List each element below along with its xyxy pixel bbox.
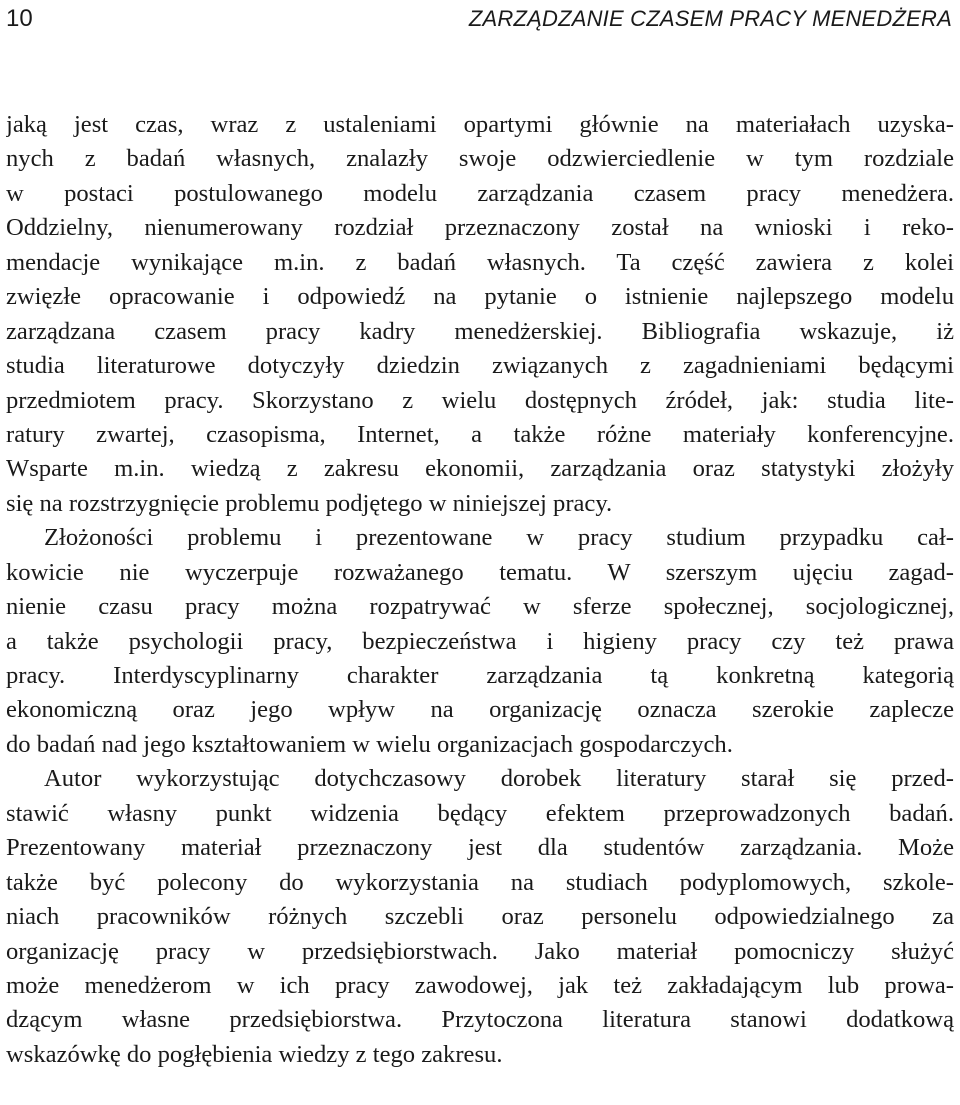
body-text bbox=[6, 108, 954, 1072]
text-line: także być polecony do wykorzystania na studiach podyplomowych, szkole- bbox=[6, 868, 954, 896]
text-line: jaką jest czas, wraz z ustaleniami opartymi głównie na materiałach uzyska- bbox=[6, 111, 954, 138]
text-line: się na rozstrzygnięcie problemu podjętego w niniejszej pracy. bbox=[6, 489, 613, 517]
page-number: 10 bbox=[6, 5, 33, 32]
text-line: zarządzana czasem pracy kadry menedżerskiej. Bibliografia wskazuje, iż bbox=[6, 317, 954, 345]
text-line: Prezentowany materiał przeznaczony jest dla studentów zarządzania. Może bbox=[6, 834, 954, 862]
paragraph bbox=[6, 521, 954, 762]
text-line: może menedżerom w ich pracy zawodowej, jak też zakładającym lub prowa- bbox=[6, 971, 954, 999]
text-line: organizację pracy w przedsiębiorstwach. Jako materiał pomocniczy służyć bbox=[6, 937, 954, 965]
text-line: niach pracowników różnych szczebli oraz personelu odpowiedzialnego za bbox=[6, 903, 954, 931]
text-line: Złożoności problemu i prezentowane w pracy studium przypadku cał- bbox=[44, 524, 954, 552]
page-header bbox=[6, 4, 952, 38]
text-line: ratury zwartej, czasopisma, Internet, a także różne materiały konferencyjne. bbox=[6, 420, 954, 448]
text-line: a także psychologii pracy, bezpieczeństwa i higieny pracy czy też prawa bbox=[6, 627, 954, 655]
text-line: dzącym własne przedsiębiorstwa. Przytoczona literatura stanowi dodatkową bbox=[6, 1006, 954, 1034]
text-line: mendacje wynikające m.in. z badań własnych. Ta część zawiera z kolei bbox=[6, 248, 954, 276]
text-line: wskazówkę do pogłębienia wiedzy z tego zakresu. bbox=[6, 1040, 503, 1068]
text-line: ekonomiczną oraz jego wpływ na organizację oznacza szerokie zaplecze bbox=[6, 696, 954, 724]
text-line: studia literaturowe dotyczyły dziedzin związanych z zagadnieniami będącymi bbox=[6, 352, 954, 380]
text-line: Oddzielny, nienumerowany rozdział przeznaczony został na wnioski i reko- bbox=[6, 214, 954, 242]
text-line: do badań nad jego kształtowaniem w wielu organizacjach gospodarczych. bbox=[6, 730, 733, 758]
paragraph bbox=[6, 762, 954, 1072]
text-line: stawić własny punkt widzenia będący efektem przeprowadzonych badań. bbox=[6, 799, 954, 827]
text-line: w postaci postulowanego modelu zarządzania czasem pracy menedżera. bbox=[6, 179, 954, 207]
paragraph bbox=[6, 108, 954, 521]
running-title: ZARZĄDZANIE CZASEM PRACY MENEDŻERA bbox=[468, 6, 952, 31]
text-line: nych z badań własnych, znalazły swoje odzwierciedlenie w tym rozdziale bbox=[6, 145, 954, 173]
text-line: Autor wykorzystując dotychczasowy dorobek literatury starał się przed- bbox=[44, 765, 954, 793]
text-line: zwięzłe opracowanie i odpowiedź na pytanie o istnienie najlepszego modelu bbox=[6, 283, 954, 311]
text-line: Wsparte m.in. wiedzą z zakresu ekonomii, zarządzania oraz statystyki złożyły bbox=[6, 455, 954, 483]
text-line: kowicie nie wyczerpuje rozważanego tematu. W szerszym ujęciu zagad- bbox=[6, 558, 954, 586]
text-line: przedmiotem pracy. Skorzystano z wielu dostępnych źródeł, jak: studia lite- bbox=[6, 386, 954, 414]
text-line: pracy. Interdyscyplinarny charakter zarządzania tą konkretną kategorią bbox=[6, 662, 954, 689]
text-line: nienie czasu pracy można rozpatrywać w sferze społecznej, socjologicznej, bbox=[6, 593, 954, 621]
